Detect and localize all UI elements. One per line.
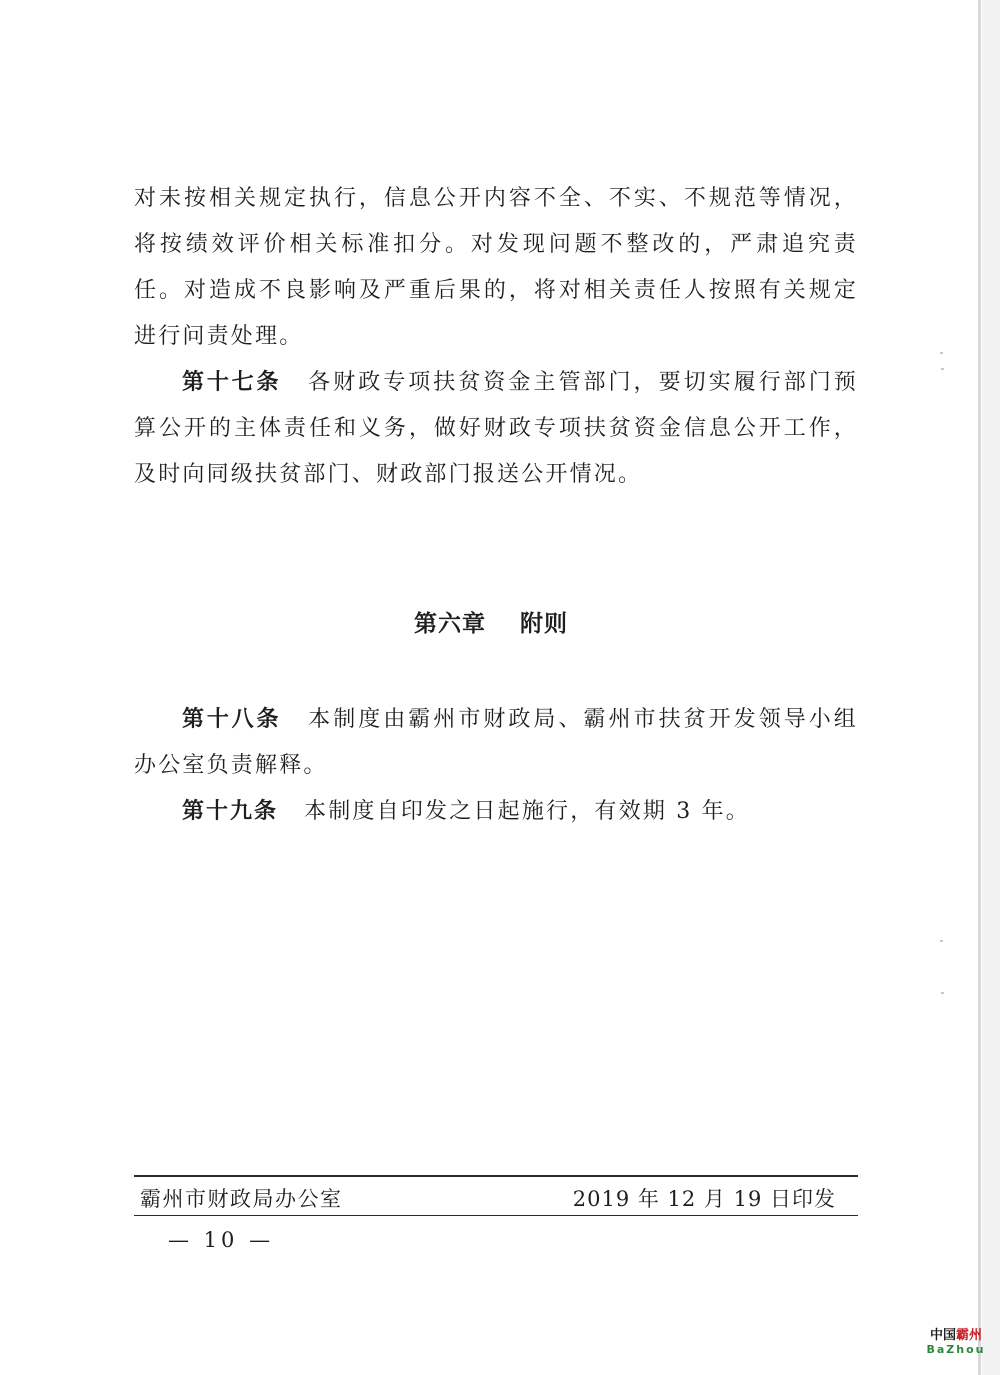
watermark-city: 霸州 — [956, 1328, 983, 1343]
paragraph-continuation: 对未按相关规定执行，信息公开内容不全、不实、不规范等情况，将按绩效评价相关标准扣分。对发现问题不整改的，严肃追究责任。对造成不良影响及严重后果的，将对相关责任人按照有关规定进行问责处理。 — [134, 186, 858, 349]
scan-speck — [941, 992, 944, 994]
body-section — [134, 176, 858, 498]
article-17 — [134, 360, 858, 498]
watermark-latin: BaZhou — [926, 1343, 986, 1356]
scan-speck — [941, 368, 944, 370]
article-18-text: 本制度由霸州市财政局、霸州市扶贫开发领导小组办公室负责解释。 — [134, 707, 858, 778]
article-17-label: 第十七条 — [182, 370, 282, 395]
article-18 — [134, 697, 858, 789]
chapter-number: 第六章 — [414, 611, 486, 637]
issue-date: 2019 年 12 月 19 日印发 — [572, 1187, 836, 1211]
issuer-name: 霸州市财政局办公室 — [140, 1187, 343, 1211]
chapter-title: 附则 — [520, 611, 568, 637]
page-number: — 10 — — [168, 1228, 275, 1252]
watermark-prefix: 中国 — [929, 1328, 956, 1343]
footer-rule-top — [134, 1175, 858, 1177]
article-19-text: 本制度自印发之日起施行，有效期 3 年。 — [304, 799, 751, 824]
scan-speck — [940, 352, 943, 354]
article-17-text: 各财政专项扶贫资金主管部门，要切实履行部门预算公开的主体责任和义务，做好财政专项扶贫资金信息公开工作，及时向同级扶贫部门、财政部门报送公开情况。 — [134, 370, 858, 487]
chapter-heading — [0, 605, 982, 638]
final-articles — [134, 697, 858, 835]
article-19-label: 第十九条 — [182, 799, 279, 824]
scan-speck — [940, 940, 943, 942]
footer-rule-bottom — [134, 1215, 858, 1216]
article-19 — [134, 789, 858, 835]
article-18-label: 第十八条 — [182, 707, 282, 732]
site-watermark — [918, 1324, 994, 1356]
page-edge — [978, 0, 981, 1375]
